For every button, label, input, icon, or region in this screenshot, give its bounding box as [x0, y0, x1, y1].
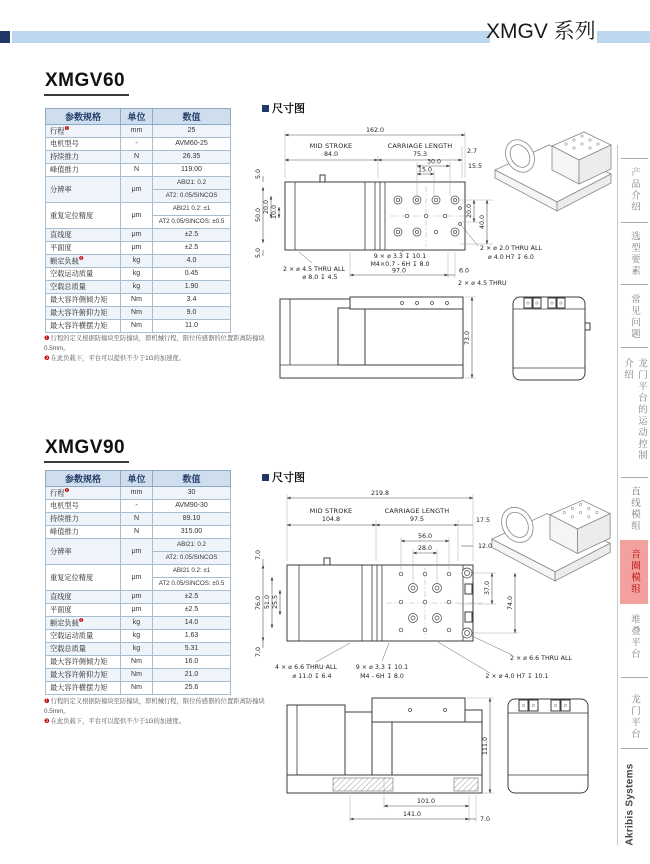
callout-pin-2: ⌀ 4.0 H7 ↧ 6.0 [488, 254, 534, 261]
dim-30: 30.0 [426, 158, 442, 166]
sidebar-tab-gantry-motion-control[interactable]: 龙门平台的运动控制介绍 [622, 358, 647, 462]
sidebar-tab-product-intro[interactable]: 产品介绍 [629, 167, 640, 213]
label-mid-stroke: MID STROKE [309, 507, 353, 515]
table-row: 额定负载$^❷$ kg 4.0 [46, 255, 231, 268]
table-row: 空载运动质量 kg 1.63 [46, 630, 231, 643]
callout-thru: 2 × ⌀ 4.5 THRU [458, 280, 507, 287]
label-carriage-length: CARRIAGE LENGTH [387, 142, 453, 150]
table-row: 空载总质量 kg 1.90 [46, 281, 231, 294]
dim-7-bottom: 7.0 [255, 646, 262, 658]
col-header-unit: 单位 [121, 109, 153, 125]
callout-counterbore-2: ⌀ 8.0 ↧ 4.5 [302, 274, 338, 281]
dim-5-bottom: 5.0 [255, 247, 262, 259]
footnotes-xmgv60: ❶行程的定义根据防撞块至防撞块，即机械行程，限位传感器的位置距离防撞块0.5mm。 ❷在此负载下，平台可以提供不少于1G的加速度。 [44, 335, 265, 363]
col-header-unit: 单位 [121, 471, 153, 487]
dimension-drawing-label: 尺寸图 [262, 469, 305, 485]
xmgv60-dimension-drawing [254, 112, 616, 412]
dim-51: 51.0 [264, 594, 271, 610]
dim-56: 56.0 [417, 533, 433, 540]
callout-counterbore-1: 4 × ⌀ 6.6 THRU ALL [275, 664, 337, 671]
dim-mid-stroke: 84.0 [323, 151, 339, 158]
table-row: 重复定位精度 μm ABI21 0.2: ±1 [46, 203, 231, 216]
callout-pin: 2 × ⌀ 4.0 H7 ↧ 10.1 [485, 673, 549, 680]
sidebar-tab-stacked-stage[interactable]: 堆叠平台 [629, 614, 640, 660]
dim-7: 7.0 [480, 816, 491, 823]
dim-end-offset: 2.7 [467, 148, 478, 155]
callout-m4-holes-2: M4 - 6H ↧ 8.0 [360, 673, 404, 680]
table-row: 最大容许横摆力矩 Nm 25.6 [46, 682, 231, 695]
spec-table-xmgv90 [45, 470, 231, 695]
table-header-row [46, 471, 231, 487]
callout-pin-1: 2 × ⌀ 2.0 THRU ALL [480, 245, 542, 252]
table-row: 最大容许横摆力矩 Nm 11.0 [46, 320, 231, 333]
table-row: 最大容许俯仰力矩 Nm 9.0 [46, 307, 231, 320]
table-header-row [46, 109, 231, 125]
callout-counterbore-2: ⌀ 11.0 ↧ 6.4 [292, 673, 332, 680]
sidebar-rule [617, 145, 618, 845]
header-band-left [12, 31, 490, 43]
table-row: 电机型号 - AVM60-25 [46, 138, 231, 151]
sidebar-tab-faq[interactable]: 常见问题 [629, 294, 640, 340]
table-row: 空载运动质量 kg 0.45 [46, 268, 231, 281]
dim-side-height: 73.0 [464, 330, 471, 346]
table-row: 最大容许侧倾力矩 Nm 16.0 [46, 656, 231, 669]
sidebar-divider [621, 748, 648, 749]
side-view [280, 297, 476, 378]
table-row: 行程$^❶$ mm 30 [46, 487, 231, 500]
sidebar-tab-selection-elements[interactable]: 选型要素 [629, 231, 640, 277]
col-header-value: 数值 [153, 471, 231, 487]
dim-74: 74.0 [507, 595, 514, 611]
series-title: XMGV 系列 [486, 20, 596, 43]
dim-5-top: 5.0 [255, 168, 262, 180]
sidebar-divider [621, 284, 648, 285]
table-row: AT2 0.05/SINCOS: ±0.5 [46, 578, 231, 591]
table-row: 持续推力 N 89.10 [46, 513, 231, 526]
table-row: AT2: 0.05/SINCOS [46, 190, 231, 203]
header-band-right [597, 31, 650, 43]
table-row: 峰值推力 N 119.00 [46, 164, 231, 177]
table-row: 分辨率 μm ABI21: 0.2 [46, 177, 231, 190]
dim-total-length: 219.8 [370, 490, 390, 497]
dim-101: 101.0 [416, 798, 436, 805]
footnotes-xmgv90: ❶行程的定义根据防撞块至防撞块，即机械行程，限位传感器的位置距离防撞块0.5mm。 ❷在此负载下，平台可以提供不少于1G的加速度。 [44, 698, 265, 726]
dim-12: 12.0 [478, 543, 493, 550]
table-row: 额定负载$^❷$ kg 14.0 [46, 617, 231, 630]
table-row: 平面度 μm ±2.5 [46, 604, 231, 617]
dim-50: 50.0 [255, 207, 262, 223]
dim-left-20: 20.0 [263, 199, 270, 215]
dim-97: 97.0 [391, 267, 407, 275]
table-row: 重复定位精度 μm ABI21 0.2: ±1 [46, 565, 231, 578]
dim-40: 40.0 [479, 214, 486, 230]
sidebar-divider [621, 347, 648, 348]
dim-end-offset: 17.5 [476, 517, 491, 524]
end-view [513, 297, 590, 380]
col-header-param: 参数规格 [46, 471, 121, 487]
spec-table-xmgv60 [45, 108, 231, 333]
dim-28: 28.0 [417, 545, 433, 552]
sidebar-tab-linear-module[interactable]: 直线模组 [629, 486, 640, 532]
table-row: AT2 0.05/SINCOS: ±0.5 [46, 216, 231, 229]
sidebar-tab-gantry-stage[interactable]: 龙门平台 [629, 694, 640, 740]
col-header-param: 参数规格 [46, 109, 121, 125]
callout-m4-holes-1: 9 × ⌀ 3.3 ↧ 10.1 [355, 664, 409, 671]
table-row: 直线度 μm ±2.5 [46, 229, 231, 242]
brand-vertical-text: Akribis Systems [624, 762, 636, 846]
table-row: 直线度 μm ±2.5 [46, 591, 231, 604]
dim-37: 37.0 [484, 580, 491, 596]
sidebar-divider [621, 222, 648, 223]
dim-mid-stroke: 104.8 [321, 516, 341, 523]
table-row: AT2: 0.05/SINCOS [46, 552, 231, 565]
xmgv90-dimension-drawing [254, 462, 616, 854]
dim-7-top: 7.0 [255, 549, 262, 561]
square-bullet-icon [262, 105, 269, 112]
dim-76: 76.0 [255, 595, 262, 611]
dim-side-height: 111.0 [482, 736, 489, 756]
callout-thru: 2 × ⌀ 6.6 THRU ALL [510, 655, 572, 662]
table-row: 平面度 μm ±2.5 [46, 242, 231, 255]
dim-carriage-length: 75.3 [412, 151, 428, 158]
table-row: 峰值推力 N 315.00 [46, 526, 231, 539]
plan-view [255, 127, 542, 287]
dim-141: 141.0 [402, 811, 422, 818]
dim-carriage-length: 97.5 [409, 516, 425, 523]
sidebar-tab-voice-coil-module[interactable]: 音圈模组 [620, 540, 648, 604]
col-header-value: 数值 [153, 109, 231, 125]
table-row: 最大容许侧倾力矩 Nm 3.4 [46, 294, 231, 307]
dimension-drawing-label: 尺寸图 [262, 100, 305, 116]
table-row: 电机型号 - AVM90-30 [46, 500, 231, 513]
dim-6: 6.0 [459, 267, 470, 275]
table-row: 行程$^❶$ mm 25 [46, 125, 231, 138]
isometric-view [495, 132, 611, 211]
callout-counterbore-1: 2 × ⌀ 4.5 THRU ALL [283, 266, 345, 273]
sidebar-divider [621, 677, 648, 678]
band-accent-square [0, 31, 10, 43]
dim-20: 20.0 [466, 203, 473, 219]
label-mid-stroke: MID STROKE [309, 142, 353, 150]
sidebar-divider [621, 477, 648, 478]
table-row: 最大容许俯仰力矩 Nm 21.0 [46, 669, 231, 682]
table-row: 空载总质量 kg 5.31 [46, 643, 231, 656]
table-row: 持续推力 N 26.35 [46, 151, 231, 164]
end-view [508, 699, 588, 793]
callout-m4-holes-2: M4×0.7 - 6H ↧ 8.0 [370, 261, 430, 268]
side-view [287, 698, 494, 823]
model-title-xmgv60: XMGV60 [44, 70, 129, 96]
dim-total-length: 162.0 [365, 127, 385, 134]
sidebar-divider [621, 158, 648, 159]
dim-10: 10.0 [271, 204, 278, 220]
callout-m4-holes-1: 9 × ⌀ 3.3 ↧ 10.1 [373, 253, 427, 260]
label-carriage-length: CARRIAGE LENGTH [384, 507, 450, 515]
dim-15: 15.0 [417, 166, 433, 174]
table-row: 分辨率 μm ABI21: 0.2 [46, 539, 231, 552]
dim-25-5: 25.5 [272, 594, 279, 610]
model-title-xmgv90: XMGV90 [44, 437, 129, 463]
isometric-view [492, 500, 610, 581]
dim-15-5: 15.5 [468, 163, 483, 170]
